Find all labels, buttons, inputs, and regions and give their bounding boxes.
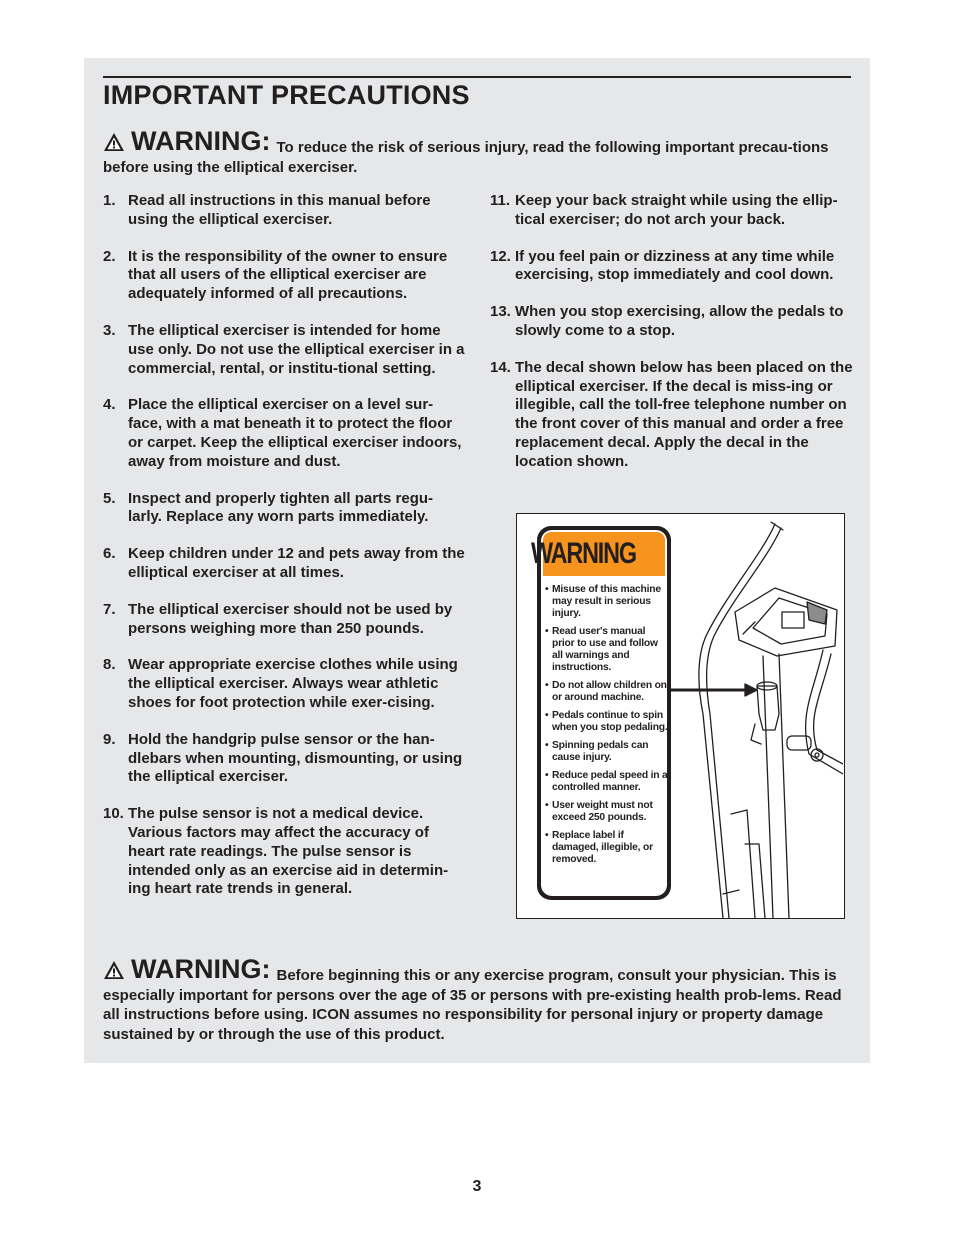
list-item <box>103 545 465 583</box>
item-number: 6. <box>103 545 116 563</box>
item-text: The elliptical exerciser is intended for home use only. Do not use the elliptical exerciser in a commercial, rental, or institu-tional setting. <box>128 321 465 377</box>
elliptical-machine-drawing <box>667 514 843 918</box>
decal-bullet: • Spinning pedals can cause injury. <box>545 740 669 764</box>
list-item <box>490 303 854 341</box>
item-number: 13. <box>490 303 511 321</box>
item-text: The pulse sensor is not a medical device. Various factors may affect the accuracy of heart rate readings. The pulse sensor is intended only as an exercise aid in determin-ing heart rate trends in general. <box>128 805 449 898</box>
page-title: IMPORTANT PRECAUTIONS <box>103 80 470 110</box>
list-item <box>103 805 465 899</box>
decal-bullet-list <box>545 584 669 872</box>
precautions-right-column <box>490 192 854 490</box>
item-text: Place the elliptical exerciser on a level sur-face, with a mat beneath it to protect the floor or carpet. Keep the elliptical exerciser indoors, away from moisture and dust. <box>128 396 462 470</box>
warning-triangle-icon <box>103 960 125 980</box>
item-text: Keep your back straight while using the ellip-tical exerciser; do not arch your back. <box>515 192 838 228</box>
warning-decal <box>530 526 671 900</box>
item-number: 4. <box>103 396 116 414</box>
bottom-warning-heading <box>103 956 276 983</box>
item-number: 11. <box>490 192 511 209</box>
item-text: The decal shown below has been placed on the elliptical exerciser. If the decal is miss-ing or illegible, call the toll-free telephone number on the front cover of this manual and order a free replacement decal. Apply the decal in the location shown. <box>515 358 853 470</box>
decal-bullet: • Replace label if damaged, illegible, or removed. <box>545 830 669 866</box>
warning-word: WARNING: <box>131 126 271 156</box>
item-number: 3. <box>103 321 116 339</box>
decal-bullet: • Reduce pedal speed in a controlled manner. <box>545 770 669 794</box>
item-number: 7. <box>103 600 116 618</box>
decal-bullet: • Do not allow children on or around machine. <box>545 680 669 704</box>
list-item <box>103 490 465 528</box>
list-item <box>103 322 465 378</box>
item-text: Keep children under 12 and pets away from the elliptical exerciser at all times. <box>128 545 465 581</box>
item-text: Read all instructions in this manual before using the elliptical exerciser. <box>128 192 431 228</box>
item-text: Hold the handgrip pulse sensor or the han-dlebars when mounting, dismounting, or using the elliptical exerciser. <box>128 730 463 786</box>
item-number: 5. <box>103 489 116 507</box>
item-number: 10. <box>103 805 124 823</box>
warning-triangle-icon <box>103 132 125 152</box>
item-text: Wear appropriate exercise clothes while using the elliptical exerciser. Always wear athletic shoes for foot protection while exer-cising. <box>128 656 458 711</box>
top-warning-text: To reduce the risk of serious injury, read the following important precau-tions before using the elliptical exerciser. <box>103 139 829 176</box>
title-rule <box>103 76 851 78</box>
list-item <box>103 731 465 787</box>
top-warning-heading <box>103 128 276 155</box>
item-number: 12. <box>490 247 511 265</box>
decal-bullet: • Read user's manual prior to use and follow all warnings and instructions. <box>545 626 669 674</box>
item-number: 2. <box>103 247 116 265</box>
item-number: 1. <box>103 192 116 209</box>
item-text: The elliptical exerciser should not be used by persons weighing more than 250 pounds. <box>128 600 453 637</box>
page-number: 3 <box>472 1178 482 1195</box>
list-item <box>490 192 854 230</box>
decal-bullet: • User weight must not exceed 250 pounds. <box>545 800 669 824</box>
item-text: When you stop exercising, allow the pedals to slowly come to a stop. <box>515 303 844 339</box>
item-number: 9. <box>103 730 116 748</box>
list-item <box>103 656 465 712</box>
decal-bullet: • Pedals continue to spin when you stop pedaling. <box>545 710 669 734</box>
precautions-left-column <box>103 192 465 917</box>
list-item <box>490 359 854 472</box>
item-text: Inspect and properly tighten all parts regu-larly. Replace any worn parts immediately. <box>128 489 434 526</box>
decal-heading: WARNING <box>530 537 636 570</box>
item-text: If you feel pain or dizziness at any time while exercising, stop immediately and cool down. <box>515 247 835 284</box>
list-item <box>103 192 465 230</box>
top-warning <box>103 128 853 177</box>
item-number: 14. <box>490 358 511 376</box>
list-item <box>103 396 465 471</box>
list-item <box>103 248 465 304</box>
warning-word: WARNING: <box>131 954 271 984</box>
item-text: It is the responsibility of the owner to ensure that all users of the elliptical exerciser are adequately informed of all precautions. <box>128 247 448 303</box>
item-number: 8. <box>103 656 116 674</box>
decal-header <box>530 532 665 576</box>
list-item <box>103 601 465 639</box>
decal-illustration <box>516 513 845 919</box>
bottom-warning <box>103 956 853 1044</box>
bottom-warning-text: Before beginning this or any exercise program, consult your physician. This is especially important for persons over the age of 35 or persons with pre-existing health prob-lems. Read all instructions before using. ICON assumes no responsibility for personal injury or property damage sustained by or through the use of this product. <box>103 967 842 1043</box>
decal-bullet: • Misuse of this machine may result in serious injury. <box>545 584 669 620</box>
list-item <box>490 248 854 286</box>
